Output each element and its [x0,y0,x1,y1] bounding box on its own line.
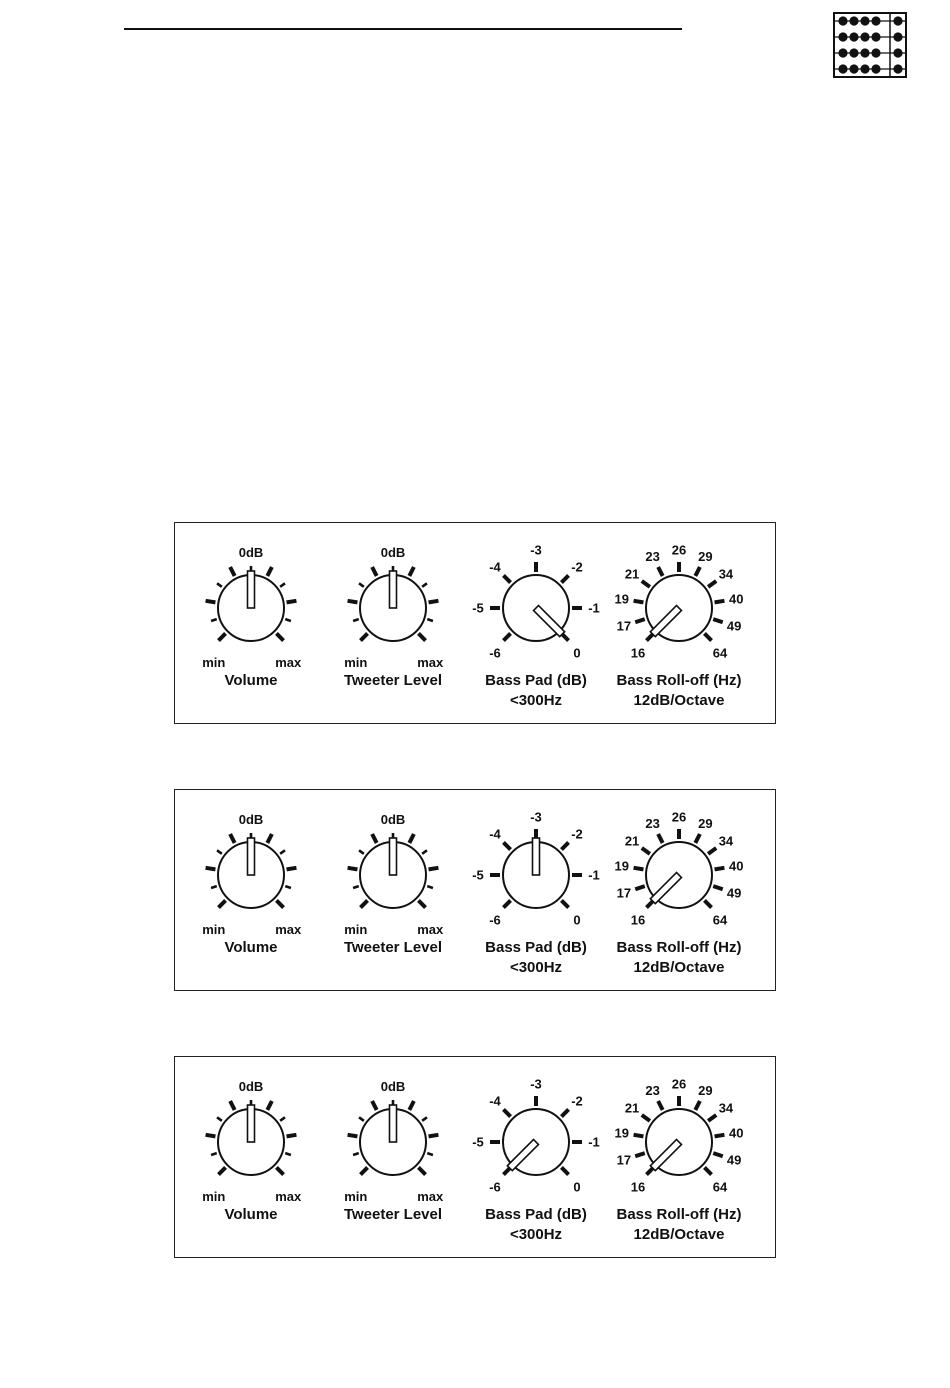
volume-max-label: max [275,655,302,670]
bass-pad-tick [503,1109,510,1116]
tweeter-level-tick [360,633,367,640]
logo-dot [838,48,847,57]
volume-tick [280,1117,285,1121]
tweeter-level-tick [427,619,433,621]
volume-tick [217,850,222,854]
bass-rolloff-title: Bass Roll-off (Hz) [616,1206,742,1223]
volume-title: Volume [224,1206,278,1223]
bass-rolloff-tick-label: 40 [729,591,744,607]
volume-knob [202,812,302,956]
bass-pad-title: <300Hz [509,1226,563,1243]
bass-rolloff-tick [713,886,723,889]
settings-panel-2 [174,789,776,991]
volume-tick [285,619,291,621]
bass-rolloff-title: 12dB/Octave [633,1226,725,1243]
tweeter-level-tick [353,886,359,888]
tweeter-level-tick [409,1101,414,1110]
header-rule [124,28,682,30]
logo-dot [838,16,847,25]
bass-pad-tick-label: -6 [489,912,501,928]
volume-tick [230,567,235,576]
tweeter-level-tick [353,1153,359,1155]
tweeter-level-tick [427,1153,433,1155]
tweeter-level-tick-label: 0dB [380,545,406,560]
bass-rolloff-tick-label: 21 [624,833,640,849]
tweeter-level-tick-label: 0dB [380,812,406,827]
bass-pad-tick [561,900,568,907]
logo-dot [838,64,847,73]
bass-rolloff-tick [708,1115,716,1121]
bass-rolloff-tick-label: 16 [630,645,646,661]
bass-pad-title: <300Hz [509,959,563,976]
bass-pad-tick [503,633,510,640]
bass-pad-tick-label: -3 [530,542,542,558]
volume-tick-label: 0dB [238,545,264,560]
bass-rolloff-knob [614,543,743,710]
tweeter-level-tick [372,567,377,576]
volume-tick [211,619,217,621]
logo-dot [893,64,902,73]
bass-rolloff-tick [704,1167,711,1174]
volume-tick [267,1101,272,1110]
bass-rolloff-knob [614,1077,743,1244]
bass-pad-tick-label: -5 [472,1134,484,1150]
logo-dot [849,16,858,25]
bass-pad-tick-label: -1 [588,600,600,616]
volume-tick [276,1167,283,1174]
bass-rolloff-tick [635,1153,645,1156]
volume-tick [276,633,283,640]
bass-pad-tick [503,900,510,907]
bass-rolloff-title: Bass Roll-off (Hz) [616,672,742,689]
bass-rolloff-tick-label: 23 [645,815,660,831]
volume-tick [206,868,216,870]
bass-pad-knob [472,1077,600,1244]
bass-rolloff-tick-label: 34 [718,833,734,849]
volume-tick [267,567,272,576]
bass-rolloff-tick-label: 26 [671,1076,687,1092]
bass-pad-tick-label: -6 [489,645,501,661]
volume-tick [211,886,217,888]
bass-rolloff-tick [708,848,716,854]
tweeter-level-pointer [390,1105,397,1142]
volume-tick [218,1167,225,1174]
volume-max-label: max [275,922,302,937]
bass-rolloff-tick [704,900,711,907]
bass-pad-tick-label: 0 [573,1179,581,1195]
tweeter-level-max-label: max [417,1189,444,1204]
volume-knob [202,1079,302,1223]
volume-tick [287,1135,297,1137]
bass-rolloff-tick-label: 64 [712,912,728,928]
tweeter-level-knob [344,812,444,956]
logo-dot [860,16,869,25]
bass-rolloff-tick-label: 17 [616,618,632,634]
tweeter-level-tick [422,850,427,854]
volume-tick [218,633,225,640]
volume-tick [287,868,297,870]
bass-rolloff-title: 12dB/Octave [633,692,725,709]
bass-pad-title: Bass Pad (dB) [485,939,587,956]
bass-rolloff-tick [704,633,711,640]
bass-pad-tick-label: 0 [573,645,581,661]
bass-pad-tick-label: -6 [489,1179,501,1195]
bass-rolloff-tick [634,868,644,870]
logo-dot [860,48,869,57]
tweeter-level-tick [418,900,425,907]
bass-rolloff-tick-label: 34 [718,1100,734,1116]
bass-rolloff-tick-label: 64 [712,1179,728,1195]
volume-tick [285,886,291,888]
bass-rolloff-tick [642,848,650,854]
bass-pad-tick-label: -5 [472,600,484,616]
tweeter-level-tick [372,834,377,843]
logo-dot [838,32,847,41]
bass-rolloff-tick-label: 49 [726,618,742,634]
bass-pad-tick-label: -1 [588,1134,600,1150]
tweeter-level-tick [409,834,414,843]
tweeter-level-tick [409,567,414,576]
bass-rolloff-tick [715,1135,725,1137]
tweeter-level-tick [372,1101,377,1110]
bass-rolloff-tick-label: 19 [614,591,629,607]
bass-pad-tick-label: -3 [530,1076,542,1092]
logo-dot [893,32,902,41]
bass-pad-tick [561,1109,568,1116]
bass-pad-tick [503,575,510,582]
bass-rolloff-tick [695,834,700,843]
bass-rolloff-tick [715,601,725,603]
bass-rolloff-tick [635,886,645,889]
bass-rolloff-tick-label: 23 [645,1082,660,1098]
bass-pad-tick-label: -4 [489,559,501,575]
volume-tick [206,1135,216,1137]
bass-pad-tick-label: -4 [489,826,501,842]
bass-pad-tick [561,575,568,582]
bass-rolloff-tick-label: 29 [698,815,713,831]
tweeter-level-tick [422,583,427,587]
bass-pad-pointer [533,838,540,875]
settings-panel-2-drawing [175,790,777,992]
bass-pad-tick [561,1167,568,1174]
tweeter-level-knob [344,1079,444,1223]
tweeter-level-tick [348,868,358,870]
logo-dot [849,32,858,41]
tweeter-level-tick [429,868,439,870]
volume-min-label: min [202,1189,226,1204]
volume-title: Volume [224,939,278,956]
tweeter-level-title: Tweeter Level [343,672,443,689]
bass-rolloff-tick [708,581,716,587]
volume-tick [267,834,272,843]
volume-tick [287,601,297,603]
tweeter-level-min-label: min [344,922,368,937]
volume-pointer [248,1105,255,1142]
tweeter-level-tick [429,601,439,603]
bass-rolloff-tick [642,581,650,587]
logo-dot [860,32,869,41]
volume-tick [280,850,285,854]
tweeter-level-title: Tweeter Level [343,939,443,956]
bass-rolloff-tick [634,1135,644,1137]
bass-pad-title: <300Hz [509,692,563,709]
settings-panel-3-drawing [175,1057,777,1259]
bass-rolloff-tick-label: 17 [616,1152,632,1168]
bass-rolloff-title: 12dB/Octave [633,959,725,976]
logo-dot [871,48,880,57]
tweeter-level-min-label: min [344,655,368,670]
bass-pad-tick-label: -2 [571,1093,583,1109]
logo-dot [871,64,880,73]
logo-dot [893,48,902,57]
bass-rolloff-tick-label: 16 [630,912,646,928]
bass-pad-tick-label: -2 [571,826,583,842]
bass-rolloff-tick [695,567,700,576]
bass-rolloff-tick-label: 17 [616,885,632,901]
tweeter-level-tick [418,1167,425,1174]
bass-rolloff-tick [713,1153,723,1156]
bass-pad-tick-label: 0 [573,912,581,928]
bass-rolloff-tick-label: 34 [718,566,734,582]
volume-knob [202,545,302,689]
tweeter-level-tick [359,1117,364,1121]
tweeter-level-pointer [390,838,397,875]
settings-panel-1 [174,522,776,724]
volume-tick-label: 0dB [238,1079,264,1094]
bass-rolloff-tick-label: 40 [729,1125,744,1141]
bass-pad-knob [472,543,600,710]
bass-rolloff-tick-label: 64 [712,645,728,661]
logo-dot [860,64,869,73]
volume-tick [217,583,222,587]
bass-rolloff-tick-label: 21 [624,566,640,582]
bass-rolloff-tick-label: 40 [729,858,744,874]
tweeter-level-tick [353,619,359,621]
bass-rolloff-tick [713,619,723,622]
tweeter-level-tick [360,1167,367,1174]
volume-tick [206,601,216,603]
bass-rolloff-knob [614,810,743,977]
settings-panel-1-drawing [175,523,777,725]
bass-pad-title: Bass Pad (dB) [485,672,587,689]
bass-pad-tick-label: -3 [530,809,542,825]
bass-rolloff-title: Bass Roll-off (Hz) [616,939,742,956]
bass-rolloff-tick-label: 19 [614,1125,629,1141]
bass-pad-tick-label: -5 [472,867,484,883]
volume-tick [217,1117,222,1121]
volume-pointer [248,571,255,608]
volume-min-label: min [202,922,226,937]
bass-rolloff-tick [658,567,663,576]
bass-pad-tick-label: -4 [489,1093,501,1109]
bass-rolloff-tick-label: 29 [698,1082,713,1098]
bass-pad-tick [503,842,510,849]
tweeter-level-max-label: max [417,655,444,670]
bass-rolloff-tick [642,1115,650,1121]
bass-rolloff-tick-label: 49 [726,1152,742,1168]
tweeter-level-max-label: max [417,922,444,937]
bass-pad-tick [561,842,568,849]
bass-rolloff-tick [695,1101,700,1110]
tweeter-level-tick [429,1135,439,1137]
logo-dot [871,32,880,41]
bass-rolloff-tick [635,619,645,622]
volume-tick [211,1153,217,1155]
volume-tick [230,1101,235,1110]
volume-tick [230,834,235,843]
bass-rolloff-tick-label: 49 [726,885,742,901]
bass-pad-knob [472,810,600,977]
bass-rolloff-tick [634,601,644,603]
bass-pad-title: Bass Pad (dB) [485,1206,587,1223]
volume-min-label: min [202,655,226,670]
logo-dot [871,16,880,25]
volume-title: Volume [224,672,278,689]
logo-dot [849,64,858,73]
tweeter-level-min-label: min [344,1189,368,1204]
tweeter-level-tick [422,1117,427,1121]
volume-tick [276,900,283,907]
bass-rolloff-tick-label: 21 [624,1100,640,1116]
volume-tick [218,900,225,907]
tweeter-level-tick [427,886,433,888]
tweeter-level-tick [348,601,358,603]
logo-dot [849,48,858,57]
bass-pad-tick-label: -2 [571,559,583,575]
volume-tick-label: 0dB [238,812,264,827]
tweeter-level-pointer [390,571,397,608]
tweeter-level-tick [418,633,425,640]
tweeter-level-tick-label: 0dB [380,1079,406,1094]
volume-pointer [248,838,255,875]
bass-rolloff-tick-label: 19 [614,858,629,874]
bass-rolloff-tick [658,834,663,843]
settings-panel-3 [174,1056,776,1258]
logo-dot [893,16,902,25]
volume-tick [285,1153,291,1155]
bass-rolloff-tick-label: 16 [630,1179,646,1195]
bass-rolloff-tick-label: 23 [645,548,660,564]
tweeter-level-tick [348,1135,358,1137]
bass-rolloff-tick [715,868,725,870]
bass-rolloff-tick-label: 26 [671,542,687,558]
bass-rolloff-tick [658,1101,663,1110]
dot-grid-logo-icon [833,12,907,78]
tweeter-level-tick [359,583,364,587]
tweeter-level-tick [360,900,367,907]
tweeter-level-knob [344,545,444,689]
volume-tick [280,583,285,587]
bass-rolloff-tick-label: 29 [698,548,713,564]
bass-pad-tick-label: -1 [588,867,600,883]
tweeter-level-title: Tweeter Level [343,1206,443,1223]
bass-rolloff-tick-label: 26 [671,809,687,825]
volume-max-label: max [275,1189,302,1204]
tweeter-level-tick [359,850,364,854]
